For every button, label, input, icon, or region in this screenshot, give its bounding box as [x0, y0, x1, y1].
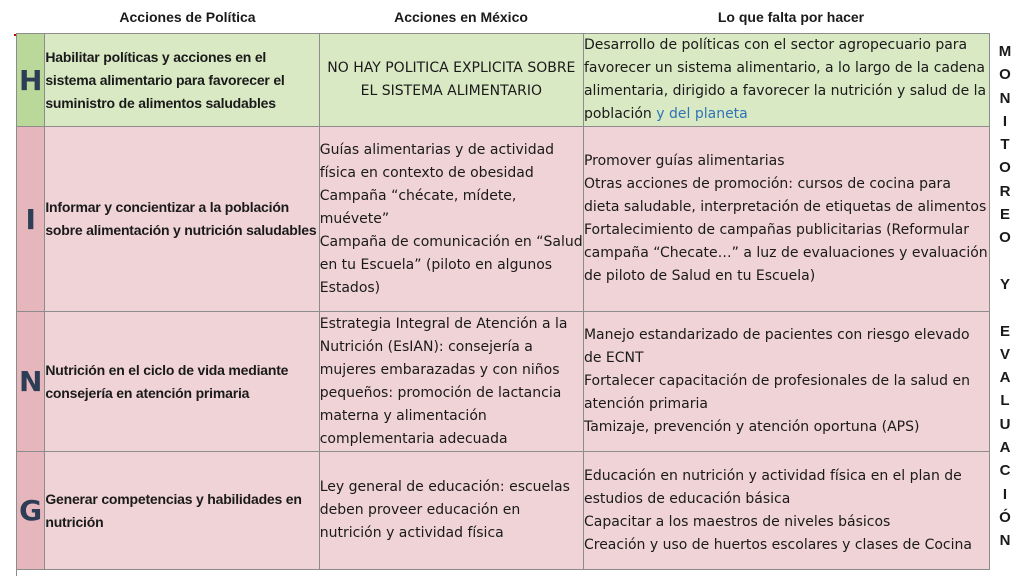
- todo-item: [584, 465, 989, 511]
- todo-item: [584, 370, 989, 416]
- header-policy: Acciones de Política: [119, 8, 256, 25]
- todo-cell: [583, 312, 989, 452]
- mexico-item: Ley general de educación: escuelas deben proveer educación en nutrición y actividad física: [319, 479, 570, 541]
- todo-item: [584, 416, 989, 439]
- todo-cell: [583, 452, 989, 570]
- todo-item: [584, 511, 989, 534]
- todo-cell: [583, 127, 989, 312]
- todo-item: [584, 150, 989, 173]
- todo-text: Fortalecer capacitación de profesionales de la salud en atención primaria: [583, 373, 970, 412]
- policy-table: [16, 33, 990, 570]
- todo-text: Educación en nutrición y actividad física en el plan de estudios de educación básica: [583, 467, 962, 507]
- todo-text: Manejo estandarizado de pacientes con riesgo elevado de ECNT: [583, 327, 970, 366]
- todo-highlight: y del planeta: [651, 106, 748, 122]
- mexico-cell: [319, 34, 583, 127]
- header-mexico: Acciones en México: [394, 8, 528, 25]
- mexico-cell: [319, 312, 583, 452]
- side-letter: O: [999, 66, 1011, 84]
- todo-text: Desarrollo de políticas con el sector agropecuario para favorecer un sistema alimentario, a lo largo de la cadena alimentaria, dirigido a favorecer la nutrición y salud de la población: [583, 37, 987, 122]
- todo-text: Tamizaje, prevención y atención oportuna (APS): [583, 419, 920, 435]
- todo-item: [584, 173, 989, 219]
- side-letter: V: [999, 345, 1010, 363]
- todo-text: Fortalecimiento de campañas publicitarias (Reformular campaña “Checate…” a luz de evaluaciones y evaluación de piloto de Salud en tu Escuela): [583, 222, 988, 284]
- side-letter: R: [999, 182, 1011, 200]
- side-letter: E: [999, 206, 1010, 224]
- policy-cell: Informar y concientizar a la población sobre alimentación y nutrición saludables: [45, 127, 319, 312]
- side-letter: O: [999, 229, 1011, 247]
- header-todo: Lo que falta por hacer: [717, 8, 865, 25]
- side-letter: T: [1000, 136, 1010, 154]
- side-letter: A: [999, 369, 1011, 387]
- side-letter: C: [999, 462, 1011, 480]
- row-letter: I: [17, 127, 45, 312]
- todo-item: [584, 324, 989, 370]
- mexico-cell: [319, 127, 583, 312]
- mexico-item: Campaña de comunicación en “Salud en tu Escuela” (piloto en algunos Estados): [319, 233, 583, 296]
- mexico-item: Guías alimentarias y de actividad física en contexto de obesidad: [319, 141, 555, 181]
- todo-text: Capacitar a los maestros de niveles básicos: [583, 513, 891, 530]
- side-letter: I: [1002, 112, 1008, 130]
- side-letter: E: [999, 322, 1010, 340]
- side-letter: Ó: [999, 508, 1011, 526]
- monitoreo-evaluacion-label: [993, 40, 1017, 553]
- mexico-item: NO HAY POLITICA EXPLICITA SOBRE EL SISTEMA ALIMENTARIO: [327, 60, 576, 99]
- row-letter: G: [17, 452, 45, 570]
- todo-cell: [583, 34, 989, 127]
- side-letter: A: [999, 439, 1011, 457]
- mexico-item: Campaña “chécate, mídete, muévete”: [319, 187, 517, 227]
- mexico-item: Estrategia Integral de Atención a la Nutrición (EsIAN): consejería a mujeres embarazadas y con niños pequeños: promoción de lactancia materna y alimentación complementaria adecuada: [319, 315, 568, 447]
- todo-text: Otras acciones de promoción: cursos de cocina para dieta saludable, interpretación de etiquetas de alimentos: [583, 176, 987, 215]
- side-letter: [1003, 250, 1007, 273]
- policy-cell: Habilitar políticas y acciones en el sistema alimentario para favorecer el suministro de alimentos saludables: [45, 34, 319, 127]
- row-letter: N: [17, 312, 45, 452]
- side-letter: N: [999, 532, 1011, 550]
- table-row: [17, 34, 990, 127]
- todo-item: [584, 34, 989, 126]
- side-letter: U: [999, 415, 1011, 433]
- table-header: [0, 0, 990, 33]
- side-letter: I: [1002, 485, 1008, 503]
- policy-cell: Generar competencias y habilidades en nutrición: [45, 452, 319, 570]
- side-letter: O: [999, 159, 1011, 177]
- policy-cell: Nutrición en el ciclo de vida mediante consejería en atención primaria: [45, 312, 319, 452]
- todo-item: [584, 534, 989, 557]
- todo-text: Promover guías alimentarias: [583, 153, 785, 169]
- mexico-cell: [319, 452, 583, 570]
- side-letter: Y: [999, 275, 1010, 293]
- table-row: [17, 312, 990, 452]
- todo-text: Creación y uso de huertos escolares y clases de Cocina: [583, 536, 972, 553]
- side-letter: M: [998, 43, 1012, 60]
- side-letter: [1003, 296, 1007, 319]
- row-letter: H: [17, 34, 45, 127]
- side-letter: N: [999, 89, 1011, 107]
- side-letter: L: [1000, 392, 1010, 410]
- table-row: [17, 127, 990, 312]
- table-row: [17, 452, 990, 570]
- todo-item: [584, 219, 989, 288]
